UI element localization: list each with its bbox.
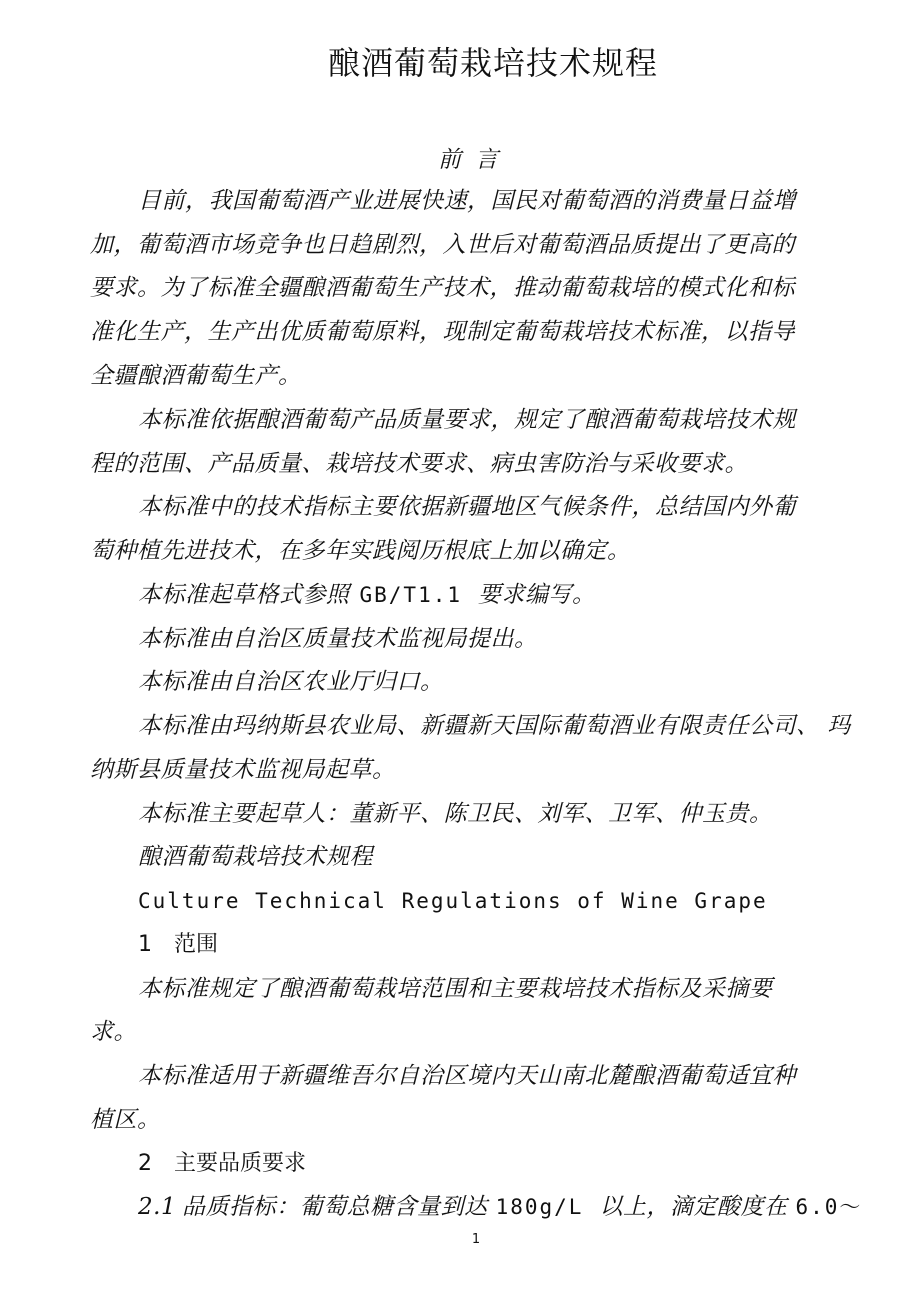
preface-line-text: 要求编写。	[478, 582, 596, 608]
sugar-value: 180g/L	[495, 1195, 584, 1219]
standard-code: GB/T1.1	[359, 583, 463, 607]
body-line: 求。	[90, 1019, 137, 1045]
body-line: 本标准规定了酿酒葡萄栽培范围和主要栽培技术指标及采摘要	[138, 976, 773, 1002]
preface-line-text: 本标准起草格式参照	[138, 582, 350, 608]
preface-line: 全疆酿酒葡萄生产。	[90, 363, 302, 389]
body-line: 本标准适用于新疆维吾尔自治区境内天山南北麓酿酒葡萄适宜种	[138, 1063, 796, 1089]
preface-line: 本标准主要起草人：董新平、陈卫民、刘军、卫军、仲玉贵。	[138, 801, 773, 827]
body-line	[138, 1192, 862, 1222]
preface-heading: 前言	[438, 147, 512, 173]
body-line: 植区。	[90, 1107, 161, 1133]
body-text: 品质指标：葡萄总糖含量到达	[182, 1194, 488, 1220]
acid-value: 6.0～	[795, 1195, 863, 1219]
section-number: 1	[138, 932, 152, 957]
section-heading	[138, 930, 218, 960]
subtitle-chinese: 酿酒葡萄栽培技术规程	[138, 844, 373, 870]
preface-line: 萄种植先进技术，在多年实践阅历根底上加以确定。	[90, 538, 631, 564]
section-title: 主要品质要求	[174, 1151, 307, 1176]
preface-line: 本标准由自治区质量技术监视局提出。	[138, 626, 538, 652]
section-title: 范围	[174, 932, 219, 957]
preface-line: 准化生产，生产出优质葡萄原料，现制定葡萄栽培技术标准，以指导	[90, 319, 795, 345]
page-number: 1	[471, 1232, 481, 1247]
clause-number: 2.1	[138, 1194, 177, 1220]
preface-line: 纳斯县质量技术监视局起草。	[90, 757, 396, 783]
subtitle-english: Culture Technical Regulations of Wine Grape	[138, 889, 768, 913]
preface-line: 本标准依据酿酒葡萄产品质量要求，规定了酿酒葡萄栽培技术规	[138, 407, 796, 433]
preface-line: 要求。为了标准全疆酿酒葡萄生产技术，推动葡萄栽培的模式化和标	[90, 275, 795, 301]
body-text: 以上，滴定酸度在	[599, 1194, 788, 1220]
preface-line: 程的范围、产品质量、栽培技术要求、病虫害防治与采收要求。	[90, 451, 748, 477]
preface-line: 本标准由自治区农业厅归口。	[138, 669, 444, 695]
preface-line: 本标准由玛纳斯县农业局、新疆新天国际葡萄酒业有限责任公司、 玛	[138, 713, 851, 739]
document-title: 酿酒葡萄栽培技术规程	[327, 44, 658, 82]
preface-line: 本标准中的技术指标主要依据新疆地区气候条件，总结国内外葡	[138, 494, 796, 520]
preface-line	[138, 580, 596, 610]
section-heading	[138, 1149, 306, 1179]
section-number: 2	[138, 1151, 152, 1176]
preface-line: 加，葡萄酒市场竞争也日趋剧烈，入世后对葡萄酒品质提出了更高的	[90, 232, 795, 258]
preface-line: 目前，我国葡萄酒产业进展快速，国民对葡萄酒的消费量日益增	[138, 188, 796, 214]
